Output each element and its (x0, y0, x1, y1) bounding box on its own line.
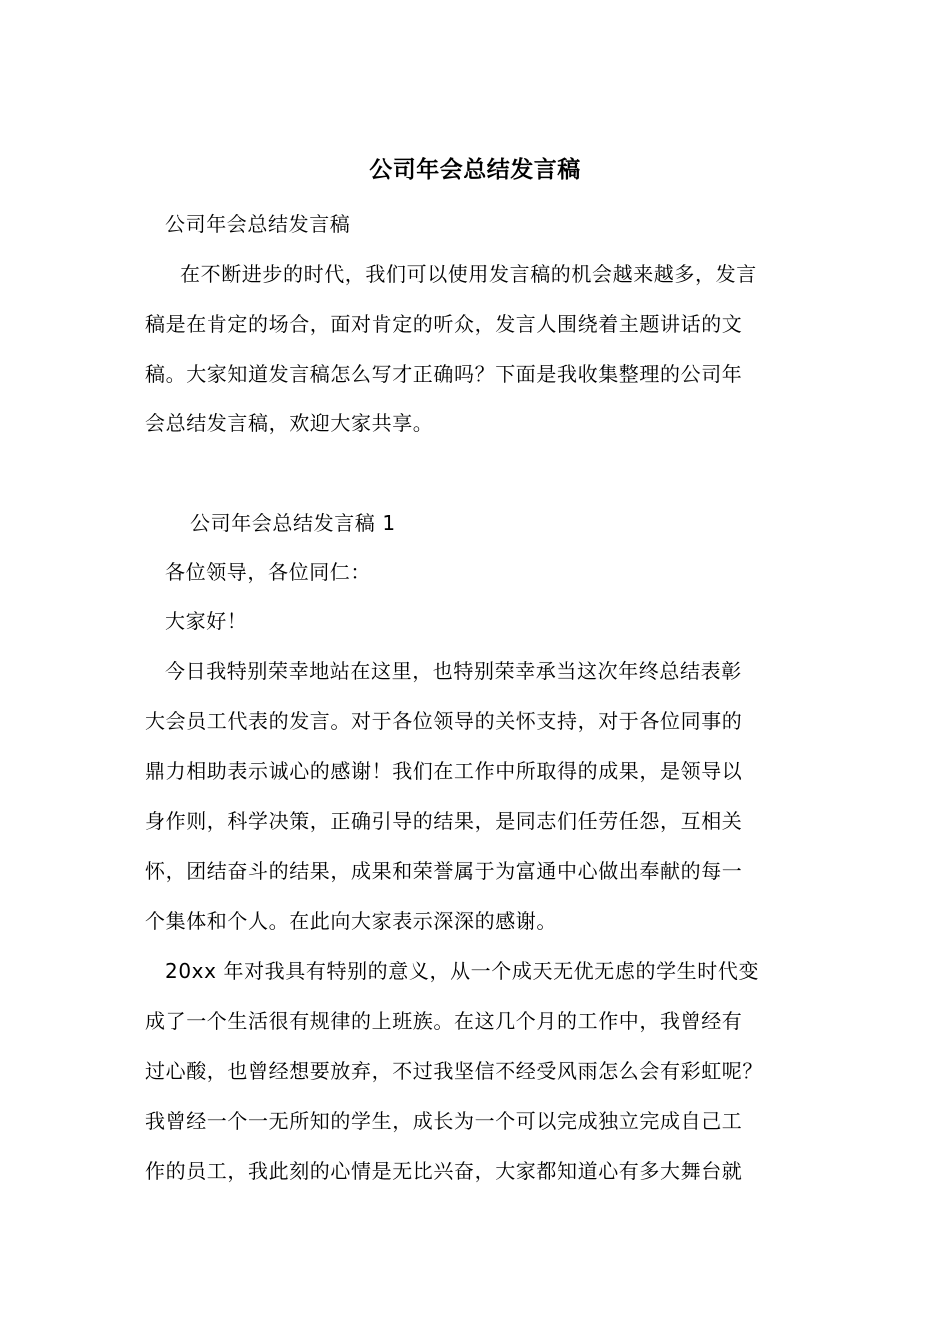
paragraph-line: 鼎力相助表示诚心的感谢！我们在工作中所取得的成果，是领导以 (145, 759, 743, 783)
intro-line: 稿。大家知道发言稿怎么写才正确吗？下面是我收集整理的公司年 (145, 362, 743, 386)
greeting: 大家好！ (165, 609, 248, 633)
paragraph-line: 我曾经一个一无所知的学生，成长为一个可以完成独立完成自己工 (145, 1109, 743, 1133)
paragraph-line: 作的员工，我此刻的心情是无比兴奋，大家都知道心有多大舞台就 (145, 1159, 743, 1183)
document-subtitle: 公司年会总结发言稿 (165, 212, 351, 236)
document-title: 公司年会总结发言稿 (369, 157, 581, 183)
paragraph-line: 过心酸，也曾经想要放弃，不过我坚信不经受风雨怎么会有彩虹呢？ (145, 1059, 763, 1083)
paragraph-line: 20xx 年对我具有特别的意义，从一个成天无优无虑的学生时代变 (165, 959, 760, 983)
paragraph-line: 个集体和个人。在此向大家表示深深的感谢。 (145, 909, 557, 933)
salutation: 各位领导，各位同仁： (165, 560, 371, 584)
paragraph-line: 今日我特别荣幸地站在这里，也特别荣幸承当这次年终总结表彰 (165, 659, 742, 683)
intro-line: 稿是在肯定的场合，面对肯定的听众，发言人围绕着主题讲话的文 (145, 312, 743, 336)
paragraph-line: 身作则，科学决策，正确引导的结果，是同志们任劳任怨，互相关 (145, 809, 743, 833)
paragraph-line: 成了一个生活很有规律的上班族。在这几个月的工作中，我曾经有 (145, 1009, 743, 1033)
intro-line: 会总结发言稿，欢迎大家共享。 (145, 411, 434, 435)
intro-line: 在不断进步的时代，我们可以使用发言稿的机会越来越多，发言 (180, 262, 757, 286)
section-heading: 公司年会总结发言稿 1 (190, 511, 396, 535)
paragraph-line: 大会员工代表的发言。对于各位领导的关怀支持，对于各位同事的 (145, 709, 743, 733)
paragraph-line: 怀，团结奋斗的结果，成果和荣誉属于为富通中心做出奉献的每一 (145, 859, 743, 883)
